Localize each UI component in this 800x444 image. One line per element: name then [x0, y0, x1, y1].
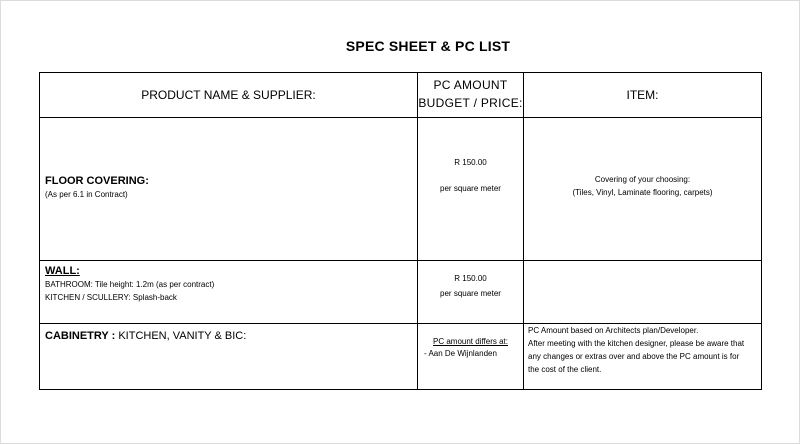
wall-price-unit: per square meter [440, 289, 501, 298]
cabinetry-price-differs: PC amount differs at: [433, 337, 508, 346]
cabinetry-price-supplier: - Aan De Wijnlanden [424, 349, 497, 358]
header-item [524, 73, 762, 118]
floor-item-line1: Covering of your choosing: [594, 175, 691, 184]
floor-covering-price [418, 118, 524, 261]
cabinetry-name-wrap [45, 330, 417, 343]
wall-price [418, 261, 524, 324]
header-item-label: ITEM: [626, 88, 659, 102]
wall-item [524, 261, 762, 324]
header-pc-line1: PC AMOUNT [433, 78, 508, 92]
cabinetry-item-line1: PC Amount based on Architects plan/Developer. [528, 326, 699, 335]
cabinetry-price [418, 324, 524, 390]
spec-table [39, 72, 762, 390]
floor-covering-name: FLOOR COVERING: [45, 175, 149, 187]
floor-price-unit: per square meter [440, 184, 501, 193]
cabinetry-item-line4: the cost of the client. [528, 365, 602, 374]
floor-covering-item [524, 118, 762, 261]
table-header-row [40, 73, 762, 118]
header-product [40, 73, 418, 118]
wall-name: WALL: [45, 265, 80, 277]
floor-covering-cell [40, 118, 418, 261]
cabinetry-item [524, 324, 762, 390]
table-row [40, 118, 762, 261]
cabinetry-name: CABINETRY : [45, 330, 116, 342]
table-row [40, 261, 762, 324]
table-row [40, 324, 762, 390]
cabinetry-cell [40, 324, 418, 390]
wall-note-bathroom: BATHROOM: Tile height: 1.2m (as per contract) [45, 280, 215, 289]
header-product-label: PRODUCT NAME & SUPPLIER: [141, 88, 316, 102]
header-pc-line2: BUDGET / PRICE: [418, 96, 523, 110]
wall-cell [40, 261, 418, 324]
wall-price-amount: R 150.00 [454, 274, 487, 283]
floor-covering-note: (As per 6.1 in Contract) [45, 190, 128, 199]
cabinetry-item-line3: any changes or extras over and above the PC amount is for [528, 352, 740, 361]
floor-price-amount: R 150.00 [454, 158, 487, 167]
floor-item-line2: (Tiles, Vinyl, Laminate flooring, carpets) [572, 188, 713, 197]
cabinetry-item-line2: After meeting with the kitchen designer, please be aware that [528, 339, 745, 348]
document-title: SPEC SHEET & PC LIST [345, 38, 511, 54]
cabinetry-name-rest: KITCHEN, VANITY & BIC: [115, 330, 247, 342]
wall-note-kitchen: KITCHEN / SCULLERY: Splash-back [45, 293, 177, 302]
header-pc-amount [418, 73, 524, 118]
